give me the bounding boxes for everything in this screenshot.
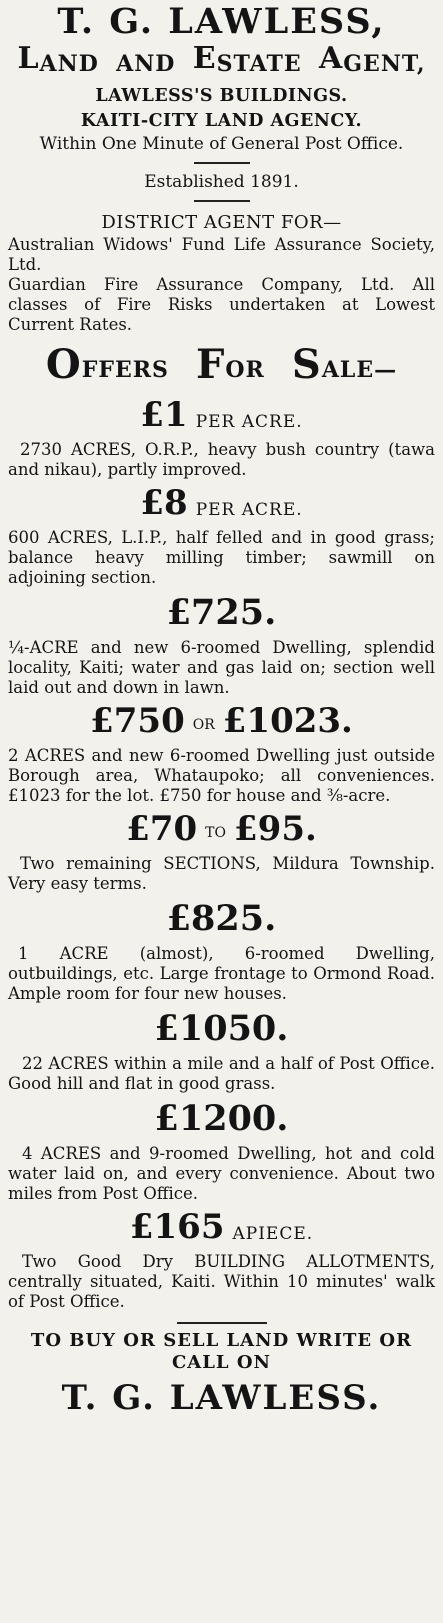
- divider: [194, 200, 250, 202]
- listing-price: £1200.: [154, 1098, 289, 1139]
- listing-price: £1050.: [154, 1008, 289, 1049]
- listing-description: Two Good Dry BUILDING ALLOTMENTS, centrally situated, Kaiti. Within 10 minutes' walk of Post Office.: [8, 1252, 435, 1311]
- listing-description: Two remaining SECTIONS, Mildura Township. Very easy terms.: [8, 854, 435, 893]
- agency-line: KAITI-CITY LAND AGENCY.: [80, 111, 363, 131]
- listing: [8, 1008, 435, 1094]
- listing-description: 2 ACRES and new 6-roomed Dwelling just outside Borough area, Whataupoko; all conveniences. £1023 for the lot. £750 for house and ⅜-acre.: [8, 746, 435, 805]
- advertiser-name: T. G. LAWLESS,: [57, 1, 386, 42]
- listing-description: 600 ACRES, L.I.P., half felled and in good grass; balance heavy milling timber; sawmill on adjoining section.: [8, 528, 435, 587]
- listing: [8, 700, 435, 806]
- call-to-action: TO BUY OR SELL LAND WRITE OR CALL ON: [30, 1330, 413, 1373]
- listing-price: £750 $^{OR}$ £1023.: [90, 701, 353, 741]
- location-line: Within One Minute of General Post Office.: [39, 134, 404, 154]
- listing-price: £1 $^{PER ACRE.}$: [140, 395, 303, 435]
- listing-description: 1 ACRE (almost), 6-roomed Dwelling, outbuildings, etc. Large frontage to Ormond Road. Ample room for four new houses.: [8, 944, 435, 1003]
- offers-heading: $O^{FFERS}$ $F^{OR}$ $S^{ALE—}$: [45, 341, 398, 388]
- listing: [8, 1098, 435, 1204]
- listing: [8, 394, 435, 480]
- listing-price: £825.: [166, 898, 277, 939]
- divider: [194, 162, 250, 164]
- listing: [8, 1206, 435, 1312]
- listing-description: 2730 ACRES, O.R.P., heavy bush country (tawa and nikau), partly improved.: [8, 440, 435, 479]
- established-line: Established 1891.: [144, 172, 299, 192]
- listing-price: £70 $^{TO}$ £95.: [126, 809, 317, 849]
- buildings-line: LAWLESS'S BUILDINGS.: [95, 86, 348, 106]
- listing-description: ¼-ACRE and new 6-roomed Dwelling, splendid locality, Kaiti; water and gas laid on; section well laid out and down in lawn.: [8, 638, 435, 697]
- listing-price: £725.: [166, 592, 277, 633]
- listing: [8, 808, 435, 894]
- listing-description: 22 ACRES within a mile and a half of Post Office. Good hill and flat in good grass.: [8, 1054, 435, 1093]
- listing: [8, 592, 435, 698]
- title-word-and: AND: [116, 51, 176, 77]
- listing-price: £165 $^{APIECE.}$: [129, 1207, 314, 1247]
- district-agent-heading: DISTRICT AGENT FOR—: [101, 212, 342, 233]
- title-word-estate: ESTATE: [192, 41, 302, 77]
- advertiser-signature: T. G. LAWLESS.: [61, 1378, 382, 1418]
- agent-fire: Guardian Fire Assurance Company, Ltd. All classes of Fire Risks undertaken at Lowest Current Rates.: [8, 275, 435, 334]
- agent-society: Australian Widows' Fund Life Assurance Society, Ltd.: [8, 235, 435, 274]
- divider: [177, 1322, 267, 1324]
- listing-description: 4 ACRES and 9-roomed Dwelling, hot and cold water laid on, and every convenience. About two miles from Post Office.: [8, 1144, 435, 1203]
- listing-price: £8 $^{PER ACRE.}$: [140, 483, 303, 523]
- title-word-agent: AGENT,: [318, 41, 426, 77]
- listing: [8, 898, 435, 1004]
- listing: [8, 482, 435, 588]
- advertiser-title: [8, 41, 435, 77]
- title-word-land: LAND: [17, 41, 99, 77]
